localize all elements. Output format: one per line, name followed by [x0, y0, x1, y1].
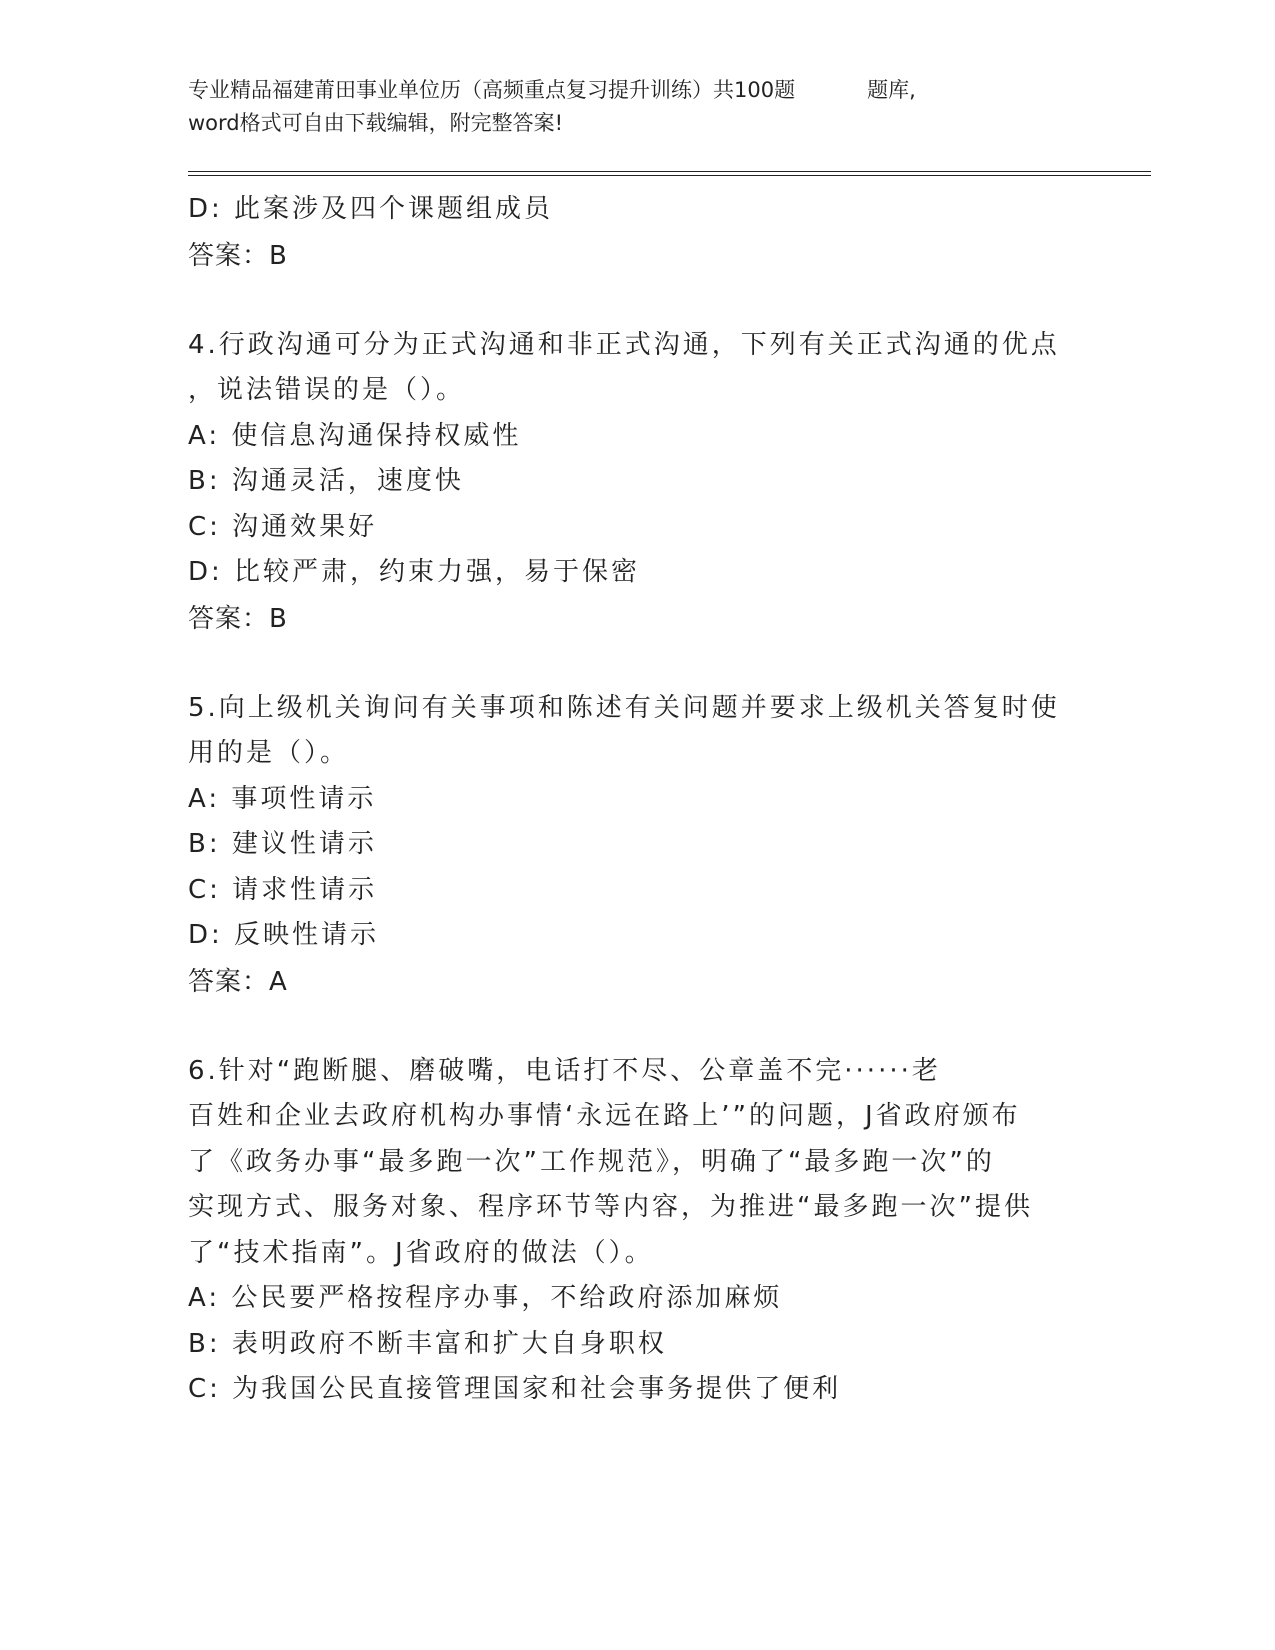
- q4-option-b: B: 沟通灵活，速度快: [188, 466, 464, 496]
- q4-option-d: D: 比较严肃，约束力强，易于保密: [188, 557, 641, 587]
- q6-stem-line: 了《政务办事“最多跑一次”工作规范》，明确了“最多跑一次”的: [188, 1146, 995, 1177]
- header-title-suffix: 题库,: [867, 78, 916, 102]
- q5-answer: 答案：A: [188, 966, 288, 997]
- q6-stem-line: 6.针对“跑断腿、磨破嘴，电话打不尽、公章盖不完······老: [188, 1055, 941, 1086]
- question-4: [188, 323, 1068, 642]
- q5-option-d: D: 反映性请示: [188, 920, 380, 950]
- q5-stem-line: 5.向上级机关询问有关事项和陈述有关问题并要求上级机关答复时使: [188, 692, 1060, 723]
- header-title-line2: word格式可自由下载编辑，附完整答案!: [188, 111, 564, 135]
- q4-option-c: C: 沟通效果好: [188, 511, 378, 542]
- header-title-row: [188, 74, 1048, 107]
- q4-answer: 答案：B: [188, 603, 288, 634]
- q4-stem-line: ，说法错误的是（）。: [188, 375, 466, 405]
- question-5: [188, 686, 1068, 1005]
- q4-stem-line: 4.行政沟通可分为正式沟通和非正式沟通，下列有关正式沟通的优点: [188, 329, 1060, 360]
- q4-option-a: A: 使信息沟通保持权威性: [188, 420, 522, 451]
- header-title-line1: 专业精品福建莆田事业单位历（高频重点复习提升训练）共100题: [188, 78, 796, 102]
- q5-option-a: A: 事项性请示: [188, 783, 377, 814]
- q6-stem-line: 了“技术指南”。J省政府的做法（）。: [188, 1237, 654, 1268]
- q3-answer: 答案：B: [188, 240, 288, 271]
- header-divider-top: [188, 171, 1151, 172]
- q6-stem-line: 百姓和企业去政府机构办事情‘永远在路上’”的问题，J省政府颁布: [188, 1101, 1021, 1131]
- q6-stem-line: 实现方式、服务对象、程序环节等内容，为推进“最多跑一次”提供: [188, 1192, 1033, 1222]
- question-6: [188, 1049, 1068, 1413]
- page-header: [188, 74, 1048, 140]
- q5-option-b: B: 建议性请示: [188, 829, 377, 859]
- question-content: [188, 187, 1068, 1413]
- q6-option-a: A: 公民要严格按程序办事，不给政府添加麻烦: [188, 1283, 783, 1313]
- q3-option-d: D: 此案涉及四个课题组成员: [188, 194, 554, 224]
- q5-stem-line: 用的是（）。: [188, 738, 350, 768]
- q6-option-b: B: 表明政府不断丰富和扩大自身职权: [188, 1328, 667, 1359]
- q6-option-c: C: 为我国公民直接管理国家和社会事务提供了便利: [188, 1374, 842, 1404]
- header-divider-bottom: [188, 175, 1151, 176]
- q5-option-c: C: 请求性请示: [188, 874, 378, 905]
